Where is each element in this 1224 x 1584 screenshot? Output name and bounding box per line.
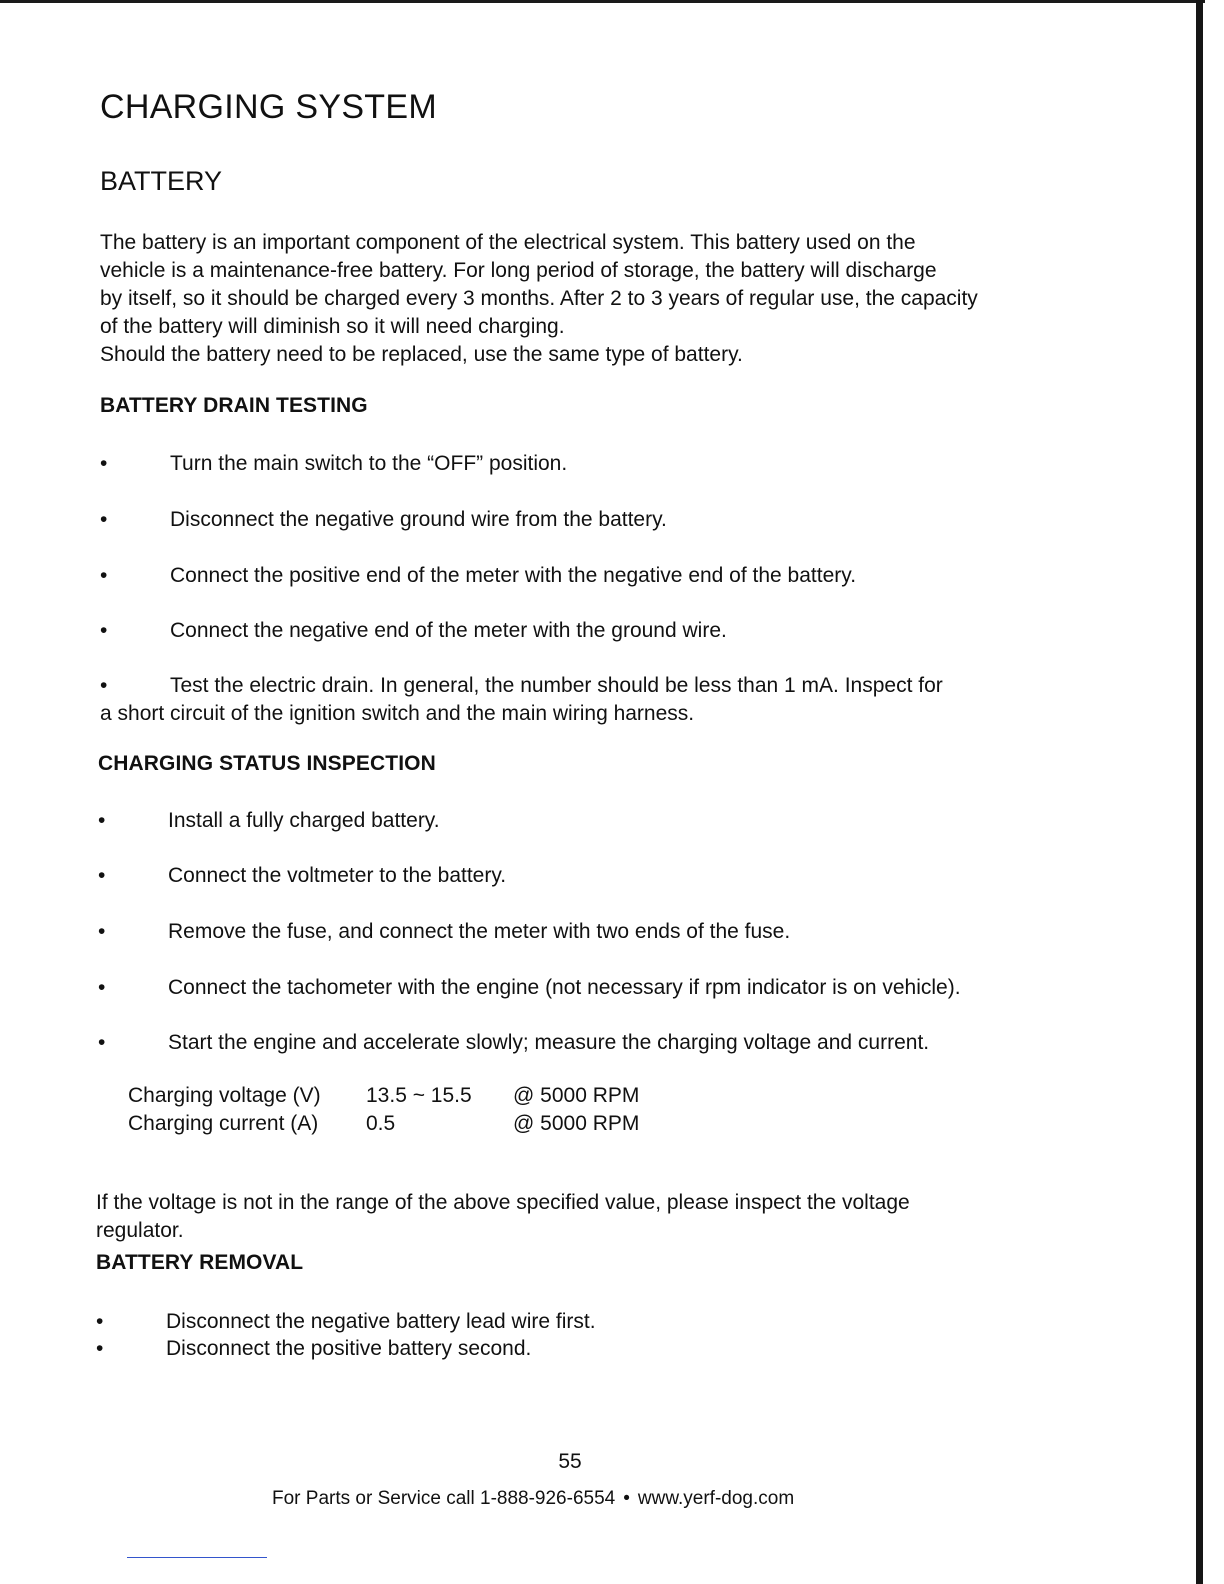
bullet: •: [96, 1337, 104, 1360]
bullet: •: [98, 1031, 106, 1054]
list-item-text: Disconnect the positive battery second.: [166, 1337, 532, 1360]
battery-removal-heading: BATTERY REMOVAL: [96, 1251, 304, 1274]
list-item-text: Connect the voltmeter to the battery.: [168, 864, 507, 887]
scan-edge: [1196, 0, 1203, 1584]
footer-contact: For Parts or Service call 1-888-926-6554: [272, 1488, 616, 1509]
list-item: [98, 918, 791, 946]
list-item-text: Test the electric drain. In general, the number should be less than 1 mA. Inspect for: [170, 674, 943, 697]
bullet: •: [98, 864, 106, 887]
spec-value: 13.5 ~ 15.5: [366, 1084, 472, 1107]
list-item-text: Turn the main switch to the “OFF” position.: [170, 452, 568, 475]
list-item-text: Install a fully charged battery.: [168, 809, 440, 832]
bullet: •: [98, 976, 106, 999]
bullet: •: [100, 508, 108, 531]
bullet: •: [100, 564, 108, 587]
list-item-line: [100, 672, 943, 700]
spec-label: Charging current (A): [128, 1112, 319, 1135]
list-item-text: Remove the fuse, and connect the meter with two ends of the fuse.: [168, 920, 791, 943]
list-item: [96, 1335, 532, 1363]
spec-row: [128, 1082, 728, 1110]
intro-line: Should the battery need to be replaced, use the same type of battery.: [100, 343, 743, 366]
bullet: •: [100, 674, 108, 697]
spec-condition: @ 5000 RPM: [513, 1112, 640, 1135]
list-item-text: Connect the tachometer with the engine (not necessary if rpm indicator is on vehicle).: [168, 976, 961, 999]
bullet: •: [98, 920, 106, 943]
list-item: [100, 617, 727, 645]
list-item: [96, 1308, 596, 1336]
list-item-text: Start the engine and accelerate slowly; measure the charging voltage and current.: [168, 1031, 930, 1054]
intro-line: by itself, so it should be charged every 3 months. After 2 to 3 years of regular use, the capacity: [100, 287, 978, 310]
footer-website[interactable]: www.yerf-dog.com: [637, 1488, 795, 1509]
page-number: 55: [558, 1450, 582, 1473]
top-rule: [0, 0, 1205, 3]
list-item-text: Connect the negative end of the meter with the ground wire.: [170, 619, 727, 642]
list-item: [100, 672, 943, 728]
spec-row: [128, 1110, 728, 1138]
voltage-note: [96, 1189, 1096, 1245]
footer-separator: •: [623, 1488, 630, 1509]
intro-paragraph: [100, 229, 1100, 369]
charging-spec-table: [128, 1082, 728, 1138]
list-item-text: a short circuit of the ignition switch and the main wiring harness.: [100, 702, 695, 725]
list-item: [98, 807, 440, 835]
footer: [272, 1488, 794, 1510]
bullet: •: [100, 619, 108, 642]
intro-line: of the battery will diminish so it will need charging.: [100, 315, 565, 338]
list-item: [100, 562, 857, 590]
list-item: [100, 450, 568, 478]
list-item: [100, 506, 667, 534]
list-item: [98, 862, 507, 890]
list-item: [98, 974, 961, 1002]
note-line: regulator.: [96, 1219, 184, 1242]
list-item-text: Disconnect the negative ground wire from the battery.: [170, 508, 667, 531]
list-item-text: Connect the positive end of the meter with the negative end of the battery.: [170, 564, 857, 587]
spec-condition: @ 5000 RPM: [513, 1084, 640, 1107]
bullet: •: [96, 1310, 104, 1333]
intro-line: The battery is an important component of the electrical system. This battery used on the: [100, 231, 916, 254]
intro-line: vehicle is a maintenance-free battery. For long period of storage, the battery will discharge: [100, 259, 937, 282]
spec-value: 0.5: [366, 1112, 396, 1135]
list-item: [98, 1029, 930, 1057]
bottom-link-underline: [127, 1557, 267, 1558]
list-item-text: Disconnect the negative battery lead wire first.: [166, 1310, 596, 1333]
bullet: •: [100, 452, 108, 475]
spec-label: Charging voltage (V): [128, 1084, 321, 1107]
charging-status-heading: CHARGING STATUS INSPECTION: [98, 752, 436, 775]
page-title: CHARGING SYSTEM: [100, 88, 437, 126]
section-title: BATTERY: [100, 166, 223, 196]
note-line: If the voltage is not in the range of the above specified value, please inspect the voltage: [96, 1191, 910, 1214]
drain-testing-heading: BATTERY DRAIN TESTING: [100, 394, 368, 417]
bullet: •: [98, 809, 106, 832]
